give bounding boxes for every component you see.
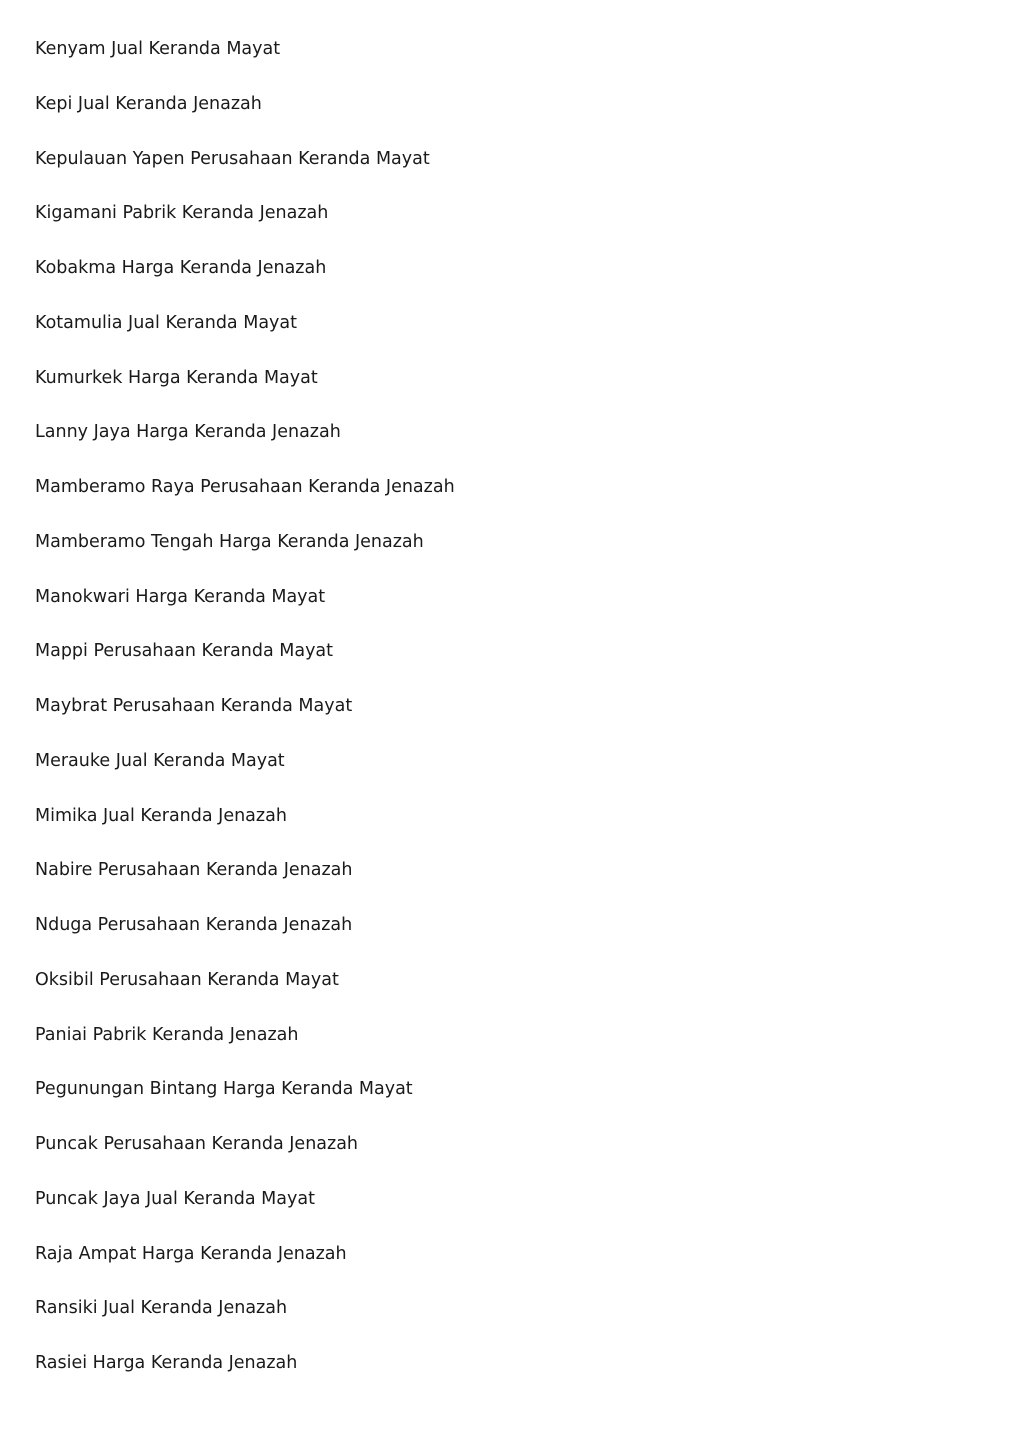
list-item: Manokwari Harga Keranda Mayat <box>35 586 326 607</box>
list-item: Puncak Jaya Jual Keranda Mayat <box>35 1188 315 1209</box>
list-item: Mamberamo Raya Perusahaan Keranda Jenazah <box>35 477 455 497</box>
list-item: Raja Ampat Harga Keranda Jenazah <box>35 1243 347 1264</box>
list-item: Merauke Jual Keranda Mayat <box>35 750 285 771</box>
list-item: Nabire Perusahaan Keranda Jenazah <box>35 860 353 881</box>
list-item: Puncak Perusahaan Keranda Jenazah <box>35 1134 359 1154</box>
list-item: Kobakma Harga Keranda Jenazah <box>35 258 327 278</box>
list-item: Rasiei Harga Keranda Jenazah <box>35 1353 298 1373</box>
list-item: Oksibil Perusahaan Keranda Mayat <box>35 969 339 990</box>
list-item: Lanny Jaya Harga Keranda Jenazah <box>35 422 341 443</box>
list-item: Mamberamo Tengah Harga Keranda Jenazah <box>35 531 424 552</box>
list-item: Mimika Jual Keranda Jenazah <box>35 805 287 826</box>
list-item: Ransiki Jual Keranda Jenazah <box>35 1298 288 1319</box>
list-item: Kumurkek Harga Keranda Mayat <box>35 367 318 388</box>
list-item: Paniai Pabrik Keranda Jenazah <box>35 1024 299 1045</box>
list-item: Nduga Perusahaan Keranda Jenazah <box>35 915 353 935</box>
list-item: Mappi Perusahaan Keranda Mayat <box>35 641 334 662</box>
keyword-list <box>35 37 455 1406</box>
list-item: Kigamani Pabrik Keranda Jenazah <box>35 203 329 224</box>
list-item: Kenyam Jual Keranda Mayat <box>35 39 281 59</box>
list-item: Kepulauan Yapen Perusahaan Keranda Mayat <box>35 148 430 169</box>
list-item: Kepi Jual Keranda Jenazah <box>35 93 262 114</box>
list-item: Maybrat Perusahaan Keranda Mayat <box>35 696 353 716</box>
list-item: Pegunungan Bintang Harga Keranda Mayat <box>35 1079 413 1100</box>
list-item: Kotamulia Jual Keranda Mayat <box>35 312 297 333</box>
